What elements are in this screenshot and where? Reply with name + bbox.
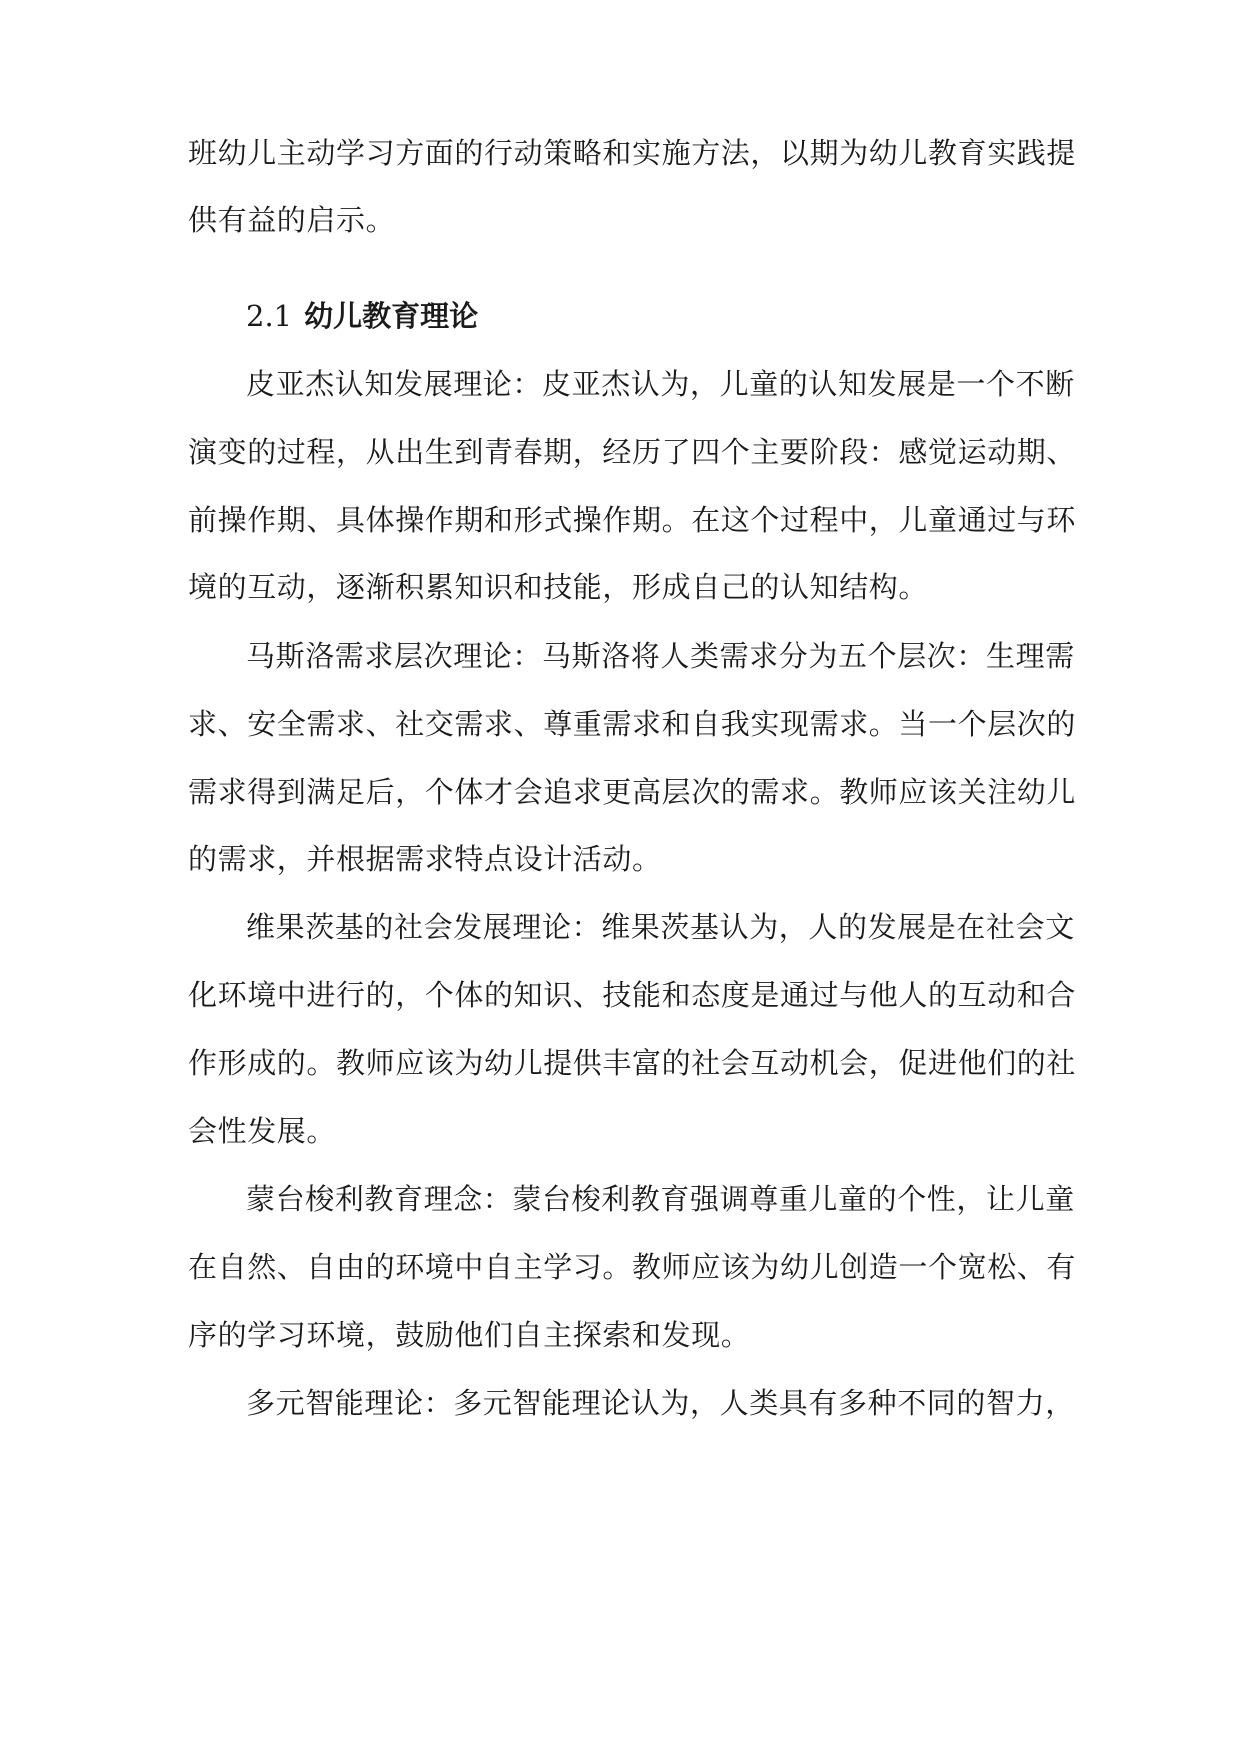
paragraph-line: 求、安全需求、社交需求、尊重需求和自我实现需求。当一个层次的 (188, 707, 1077, 741)
paragraph-line: 维果茨基的社会发展理论：维果茨基认为，人的发展是在社会文 (246, 910, 1075, 944)
paragraph-line: 在自然、自由的环境中自主学习。教师应该为幼儿创造一个宽松、有 (188, 1250, 1077, 1284)
text-line: 班幼儿主动学习方面的行动策略和实施方法，以期为幼儿教育实践提 (188, 136, 1077, 170)
section-number: 2.1 (246, 299, 293, 333)
paragraph-line: 前操作期、具体操作期和形式操作期。在这个过程中，儿童通过与环 (188, 503, 1077, 537)
paragraph-line: 会性发展。 (188, 1114, 337, 1148)
paragraph-line: 作形成的。教师应该为幼儿提供丰富的社会互动机会，促进他们的社 (188, 1046, 1077, 1080)
text-line: 供有益的启示。 (188, 203, 396, 237)
paragraph-line: 多元智能理论：多元智能理论认为，人类具有多种不同的智力， (246, 1386, 1075, 1420)
paragraph-line: 需求得到满足后，个体才会追求更高层次的需求。教师应该关注幼儿 (188, 775, 1077, 809)
paragraph-line: 马斯洛需求层次理论：马斯洛将人类需求分为五个层次：生理需 (246, 639, 1075, 673)
section-heading (246, 294, 478, 338)
paragraph-line: 蒙台梭利教育理念：蒙台梭利教育强调尊重儿童的个性，让儿童 (246, 1182, 1075, 1216)
paragraph-line: 化环境中进行的，个体的知识、技能和态度是通过与他人的互动和合 (188, 978, 1077, 1012)
paragraph-line: 境的互动，逐渐积累知识和技能，形成自己的认知结构。 (188, 570, 929, 604)
paragraph-line: 的需求，并根据需求特点设计活动。 (188, 842, 662, 876)
section-title: 幼儿教育理论 (304, 299, 479, 333)
paragraph-line: 演变的过程，从出生到青春期，经历了四个主要阶段：感觉运动期、 (188, 435, 1077, 469)
paragraph-line: 皮亚杰认知发展理论：皮亚杰认为，儿童的认知发展是一个不断 (246, 367, 1075, 401)
paragraph-line: 序的学习环境，鼓励他们自主探索和发现。 (188, 1318, 751, 1352)
